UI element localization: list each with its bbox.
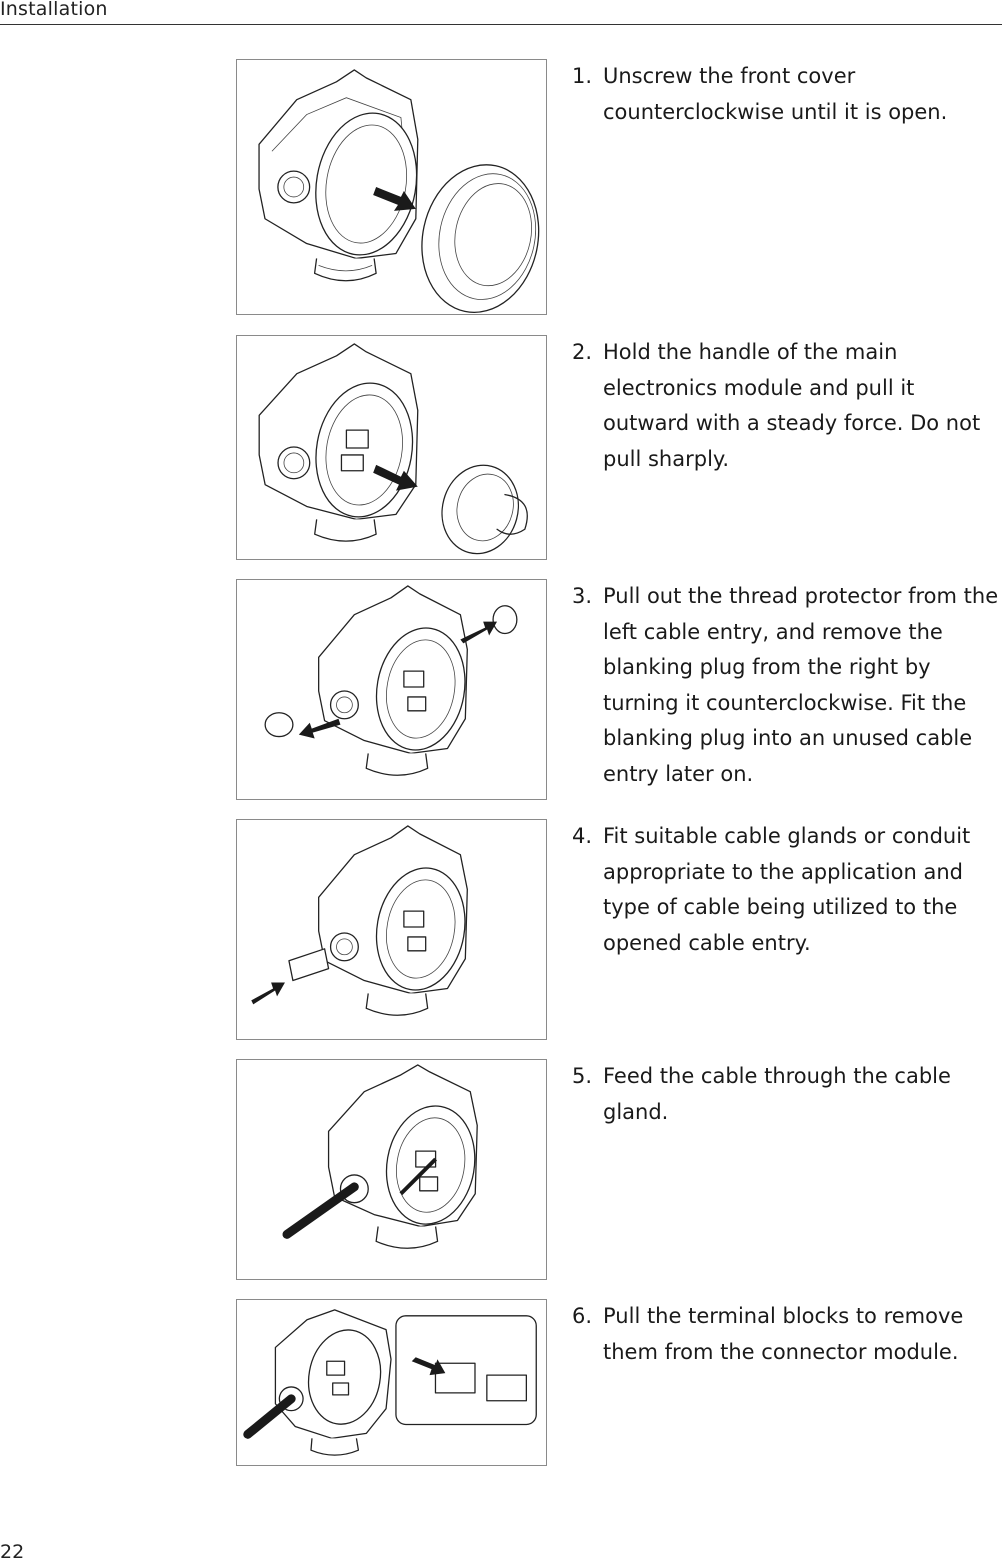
step-2-illustration — [236, 335, 547, 560]
module-removal-diagram — [259, 344, 528, 559]
housing-diagram — [259, 70, 546, 314]
step-3 — [572, 579, 1002, 792]
step-number: 2. — [572, 340, 593, 364]
step-4 — [572, 819, 1002, 961]
cable-feed-diagram — [287, 1065, 484, 1248]
step-number: 6. — [572, 1304, 593, 1328]
step-2 — [572, 335, 1002, 477]
step-number: 1. — [572, 64, 593, 88]
step-instruction: Feed the cable through the cable gland. — [603, 1064, 951, 1124]
step-number: 3. — [572, 584, 593, 608]
section-title: Installation — [0, 0, 108, 20]
step-instruction: Fit suitable cable glands or conduit appropriate to the application and type of cable being utilized to the opened cable entry. — [603, 824, 971, 955]
step-5-illustration — [236, 1059, 547, 1280]
step-5 — [572, 1059, 1002, 1130]
step-4-illustration — [236, 819, 547, 1040]
step-1-illustration — [236, 59, 547, 315]
step-number: 5. — [572, 1064, 593, 1088]
step-number: 4. — [572, 824, 593, 848]
step-6-illustration — [236, 1299, 547, 1466]
step-6 — [572, 1299, 1002, 1370]
step-3-illustration — [236, 579, 547, 800]
plug-removal-diagram — [265, 586, 517, 775]
page-number: 22 — [0, 1541, 25, 1563]
cable-gland-fitting-diagram — [251, 826, 474, 1015]
terminal-block-removal-diagram — [248, 1310, 537, 1455]
step-instruction: Unscrew the front cover counterclockwise until it is open. — [603, 64, 948, 124]
header-divider — [0, 24, 1002, 25]
step-1 — [572, 59, 1002, 130]
step-instruction: Pull the terminal blocks to remove them from the connector module. — [603, 1304, 964, 1364]
step-instruction: Hold the handle of the main electronics module and pull it outward with a steady force. Do not pull sharply. — [603, 340, 981, 471]
step-instruction: Pull out the thread protector from the left cable entry, and remove the blanking plug from the right by turning it counterclockwise. Fit the blanking plug into an unused cable entry later on. — [603, 584, 999, 786]
